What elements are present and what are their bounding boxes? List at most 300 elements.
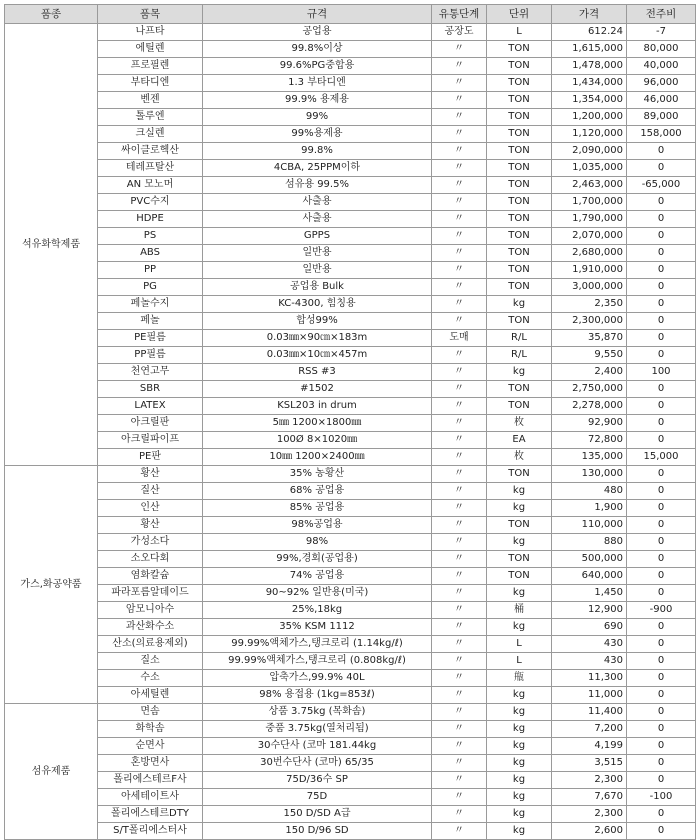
unit-cell: TON (487, 160, 552, 177)
spec-cell: 99%용제용 (203, 126, 432, 143)
distribution-stage-cell: 〃 (432, 755, 487, 772)
table-row (5, 92, 696, 109)
week-change-cell: 0 (627, 653, 696, 670)
unit-cell: kg (487, 789, 552, 806)
unit-cell: TON (487, 41, 552, 58)
distribution-stage-cell: 〃 (432, 823, 487, 840)
unit-cell: TON (487, 92, 552, 109)
distribution-stage-cell: 〃 (432, 228, 487, 245)
distribution-stage-cell: 〃 (432, 92, 487, 109)
header-unit: 단위 (487, 5, 552, 24)
spec-cell: 99.8% (203, 143, 432, 160)
price-cell: 500,000 (552, 551, 627, 568)
distribution-stage-cell: 〃 (432, 619, 487, 636)
table-row (5, 432, 696, 449)
product-cell: 가성소다 (98, 534, 203, 551)
table-row (5, 415, 696, 432)
distribution-stage-cell: 〃 (432, 347, 487, 364)
unit-cell: TON (487, 177, 552, 194)
distribution-stage-cell: 〃 (432, 653, 487, 670)
product-cell: PG (98, 279, 203, 296)
spec-cell: KC-4300, 힘칭용 (203, 296, 432, 313)
spec-cell: 99.99%액체가스,탱크로리 (0.808kg/ℓ) (203, 653, 432, 670)
spec-cell: 75D/36수 SP (203, 772, 432, 789)
unit-cell: TON (487, 109, 552, 126)
unit-cell: kg (487, 534, 552, 551)
table-row (5, 75, 696, 92)
distribution-stage-cell: 〃 (432, 704, 487, 721)
product-cell: 나프타 (98, 24, 203, 41)
spec-cell: 30번수단사 (코마) 65/35 (203, 755, 432, 772)
product-cell: 파라포름알데이드 (98, 585, 203, 602)
spec-cell: 90~92% 일반용(미국) (203, 585, 432, 602)
table-row (5, 687, 696, 704)
spec-cell: 99.6%PG중합용 (203, 58, 432, 75)
week-change-cell: 0 (627, 704, 696, 721)
price-cell: 135,000 (552, 449, 627, 466)
table-row (5, 245, 696, 262)
product-cell: 페놀수지 (98, 296, 203, 313)
week-change-cell: 0 (627, 296, 696, 313)
header-spec: 규격 (203, 5, 432, 24)
product-cell: PVC수지 (98, 194, 203, 211)
distribution-stage-cell: 〃 (432, 160, 487, 177)
distribution-stage-cell: 〃 (432, 500, 487, 517)
table-row (5, 704, 696, 721)
unit-cell: kg (487, 823, 552, 840)
price-cell: 4,199 (552, 738, 627, 755)
spec-cell: 공업용 Bulk (203, 279, 432, 296)
week-change-cell: 0 (627, 245, 696, 262)
spec-cell: 100Ø 8×1020㎜ (203, 432, 432, 449)
product-cell: 톨루엔 (98, 109, 203, 126)
unit-cell: L (487, 24, 552, 41)
price-cell: 640,000 (552, 568, 627, 585)
table-row (5, 721, 696, 738)
unit-cell: kg (487, 500, 552, 517)
distribution-stage-cell: 〃 (432, 636, 487, 653)
distribution-stage-cell: 〃 (432, 415, 487, 432)
product-cell: S/T폴리에스터사 (98, 823, 203, 840)
product-cell: 페놀 (98, 313, 203, 330)
distribution-stage-cell: 〃 (432, 568, 487, 585)
table-row (5, 789, 696, 806)
spec-cell: 35% 농황산 (203, 466, 432, 483)
unit-cell: kg (487, 483, 552, 500)
week-change-cell: 0 (627, 194, 696, 211)
price-cell: 430 (552, 636, 627, 653)
price-cell: 1,120,000 (552, 126, 627, 143)
table-row (5, 517, 696, 534)
product-cell: LATEX (98, 398, 203, 415)
table-row (5, 500, 696, 517)
price-cell: 690 (552, 619, 627, 636)
spec-cell: 68% 공업용 (203, 483, 432, 500)
unit-cell: TON (487, 194, 552, 211)
price-cell: 1,035,000 (552, 160, 627, 177)
spec-cell: 98% 용접용 (1kg=853ℓ) (203, 687, 432, 704)
product-cell: 폴리에스테르F사 (98, 772, 203, 789)
week-change-cell: 0 (627, 279, 696, 296)
unit-cell: kg (487, 806, 552, 823)
category-cell: 석유화학제품 (5, 24, 98, 466)
unit-cell: kg (487, 296, 552, 313)
product-cell: 산소(의료용제외) (98, 636, 203, 653)
distribution-stage-cell: 〃 (432, 109, 487, 126)
unit-cell: TON (487, 279, 552, 296)
table-row (5, 551, 696, 568)
unit-cell: R/L (487, 330, 552, 347)
spec-cell: 98%공업용 (203, 517, 432, 534)
price-cell: 2,300 (552, 806, 627, 823)
spec-cell: 섬유용 99.5% (203, 177, 432, 194)
distribution-stage-cell: 〃 (432, 687, 487, 704)
table-row (5, 636, 696, 653)
spec-cell: 중품 3.75kg(열처리됨) (203, 721, 432, 738)
spec-cell: 30수단사 (코마 181.44kg (203, 738, 432, 755)
distribution-stage-cell: 〃 (432, 806, 487, 823)
week-change-cell: 158,000 (627, 126, 696, 143)
spec-cell: 압축가스,99.9% 40L (203, 670, 432, 687)
distribution-stage-cell: 〃 (432, 449, 487, 466)
table-row (5, 143, 696, 160)
product-cell: HDPE (98, 211, 203, 228)
header-category: 품종 (5, 5, 98, 24)
unit-cell: 桶 (487, 602, 552, 619)
unit-cell: kg (487, 755, 552, 772)
price-cell: 9,550 (552, 347, 627, 364)
distribution-stage-cell: 〃 (432, 211, 487, 228)
unit-cell: TON (487, 126, 552, 143)
week-change-cell: 100 (627, 364, 696, 381)
price-cell: 1,900 (552, 500, 627, 517)
price-cell: 1,700,000 (552, 194, 627, 211)
header-product: 품목 (98, 5, 203, 24)
product-cell: 천연고무 (98, 364, 203, 381)
week-change-cell: 0 (627, 772, 696, 789)
distribution-stage-cell: 〃 (432, 466, 487, 483)
product-cell: 황산 (98, 517, 203, 534)
distribution-stage-cell: 〃 (432, 534, 487, 551)
price-cell: 7,670 (552, 789, 627, 806)
table-row (5, 109, 696, 126)
distribution-stage-cell: 〃 (432, 483, 487, 500)
spec-cell: 99% (203, 109, 432, 126)
table-row (5, 41, 696, 58)
product-cell: 순면사 (98, 738, 203, 755)
product-cell: PS (98, 228, 203, 245)
price-cell: 1,790,000 (552, 211, 627, 228)
distribution-stage-cell: 〃 (432, 177, 487, 194)
week-change-cell: 0 (627, 670, 696, 687)
distribution-stage-cell: 〃 (432, 262, 487, 279)
week-change-cell: 89,000 (627, 109, 696, 126)
product-cell: 벤젠 (98, 92, 203, 109)
table-row (5, 364, 696, 381)
price-cell: 2,750,000 (552, 381, 627, 398)
product-cell: 인산 (98, 500, 203, 517)
week-change-cell: 0 (627, 585, 696, 602)
product-cell: 암모니아수 (98, 602, 203, 619)
price-table (4, 4, 696, 840)
table-header (5, 5, 696, 24)
spec-cell: 일반용 (203, 262, 432, 279)
category-cell: 가스,화공약품 (5, 466, 98, 704)
price-cell: 1,434,000 (552, 75, 627, 92)
unit-cell: TON (487, 517, 552, 534)
header-distribution-stage: 유통단계 (432, 5, 487, 24)
unit-cell: 枚 (487, 415, 552, 432)
table-row (5, 330, 696, 347)
unit-cell: TON (487, 466, 552, 483)
spec-cell: 1.3 부타디엔 (203, 75, 432, 92)
week-change-cell: 0 (627, 619, 696, 636)
table-row (5, 534, 696, 551)
week-change-cell: 0 (627, 143, 696, 160)
price-cell: 880 (552, 534, 627, 551)
price-cell: 2,600 (552, 823, 627, 840)
unit-cell: 甁 (487, 670, 552, 687)
product-cell: PP (98, 262, 203, 279)
table-row (5, 313, 696, 330)
header-row (5, 5, 696, 24)
product-cell: 싸이클로헥산 (98, 143, 203, 160)
product-cell: 화학솜 (98, 721, 203, 738)
spec-cell: 일반용 (203, 245, 432, 262)
week-change-cell: 0 (627, 432, 696, 449)
table-row (5, 483, 696, 500)
product-cell: PE필름 (98, 330, 203, 347)
week-change-cell: 0 (627, 517, 696, 534)
distribution-stage-cell: 〃 (432, 721, 487, 738)
table-row (5, 653, 696, 670)
distribution-stage-cell: 〃 (432, 381, 487, 398)
spec-cell: 99.9% 용제용 (203, 92, 432, 109)
distribution-stage-cell: 〃 (432, 296, 487, 313)
week-change-cell: -100 (627, 789, 696, 806)
spec-cell: #1502 (203, 381, 432, 398)
unit-cell: L (487, 636, 552, 653)
week-change-cell: 40,000 (627, 58, 696, 75)
price-cell: 3,515 (552, 755, 627, 772)
price-cell: 2,300,000 (552, 313, 627, 330)
unit-cell: TON (487, 381, 552, 398)
product-cell: 테레프탈산 (98, 160, 203, 177)
table-row (5, 449, 696, 466)
spec-cell: 0.03㎜×90㎝×183m (203, 330, 432, 347)
table-row (5, 772, 696, 789)
week-change-cell: 0 (627, 262, 696, 279)
week-change-cell: 0 (627, 534, 696, 551)
unit-cell: TON (487, 313, 552, 330)
table-row (5, 126, 696, 143)
table-row (5, 194, 696, 211)
price-cell: 1,200,000 (552, 109, 627, 126)
unit-cell: R/L (487, 347, 552, 364)
week-change-cell: 46,000 (627, 92, 696, 109)
spec-cell: 합성99% (203, 313, 432, 330)
week-change-cell: -900 (627, 602, 696, 619)
table-row (5, 823, 696, 840)
week-change-cell: 0 (627, 211, 696, 228)
spec-cell: 10㎜ 1200×2400㎜ (203, 449, 432, 466)
spec-cell: 사출용 (203, 211, 432, 228)
distribution-stage-cell: 〃 (432, 194, 487, 211)
distribution-stage-cell: 〃 (432, 75, 487, 92)
week-change-cell: 0 (627, 313, 696, 330)
week-change-cell: 0 (627, 160, 696, 177)
price-cell: 2,090,000 (552, 143, 627, 160)
price-cell: 2,350 (552, 296, 627, 313)
table-row (5, 296, 696, 313)
table-row (5, 381, 696, 398)
week-change-cell: 0 (627, 721, 696, 738)
product-cell: 프로필렌 (98, 58, 203, 75)
spec-cell: 150 D/96 SD (203, 823, 432, 840)
price-cell: 2,070,000 (552, 228, 627, 245)
table-body (5, 24, 696, 840)
week-change-cell: 0 (627, 381, 696, 398)
distribution-stage-cell: 〃 (432, 398, 487, 415)
unit-cell: EA (487, 432, 552, 449)
distribution-stage-cell: 〃 (432, 585, 487, 602)
price-cell: 92,900 (552, 415, 627, 432)
week-change-cell: 0 (627, 500, 696, 517)
table-row (5, 806, 696, 823)
distribution-stage-cell: 공장도 (432, 24, 487, 41)
price-cell: 130,000 (552, 466, 627, 483)
price-cell: 12,900 (552, 602, 627, 619)
unit-cell: kg (487, 738, 552, 755)
product-cell: 크실렌 (98, 126, 203, 143)
distribution-stage-cell: 〃 (432, 517, 487, 534)
price-cell: 11,300 (552, 670, 627, 687)
spec-cell: KSL203 in drum (203, 398, 432, 415)
unit-cell: TON (487, 211, 552, 228)
product-cell: 아세틸렌 (98, 687, 203, 704)
distribution-stage-cell: 〃 (432, 41, 487, 58)
week-change-cell: 96,000 (627, 75, 696, 92)
product-cell: 질소 (98, 653, 203, 670)
product-cell: 혼방면사 (98, 755, 203, 772)
distribution-stage-cell: 〃 (432, 313, 487, 330)
week-change-cell: 0 (627, 330, 696, 347)
price-cell: 612.24 (552, 24, 627, 41)
unit-cell: kg (487, 772, 552, 789)
price-cell: 110,000 (552, 517, 627, 534)
product-cell: 아크릴파이프 (98, 432, 203, 449)
table-row (5, 279, 696, 296)
unit-cell: kg (487, 619, 552, 636)
price-cell: 1,910,000 (552, 262, 627, 279)
week-change-cell: 0 (627, 551, 696, 568)
week-change-cell: 0 (627, 738, 696, 755)
unit-cell: kg (487, 364, 552, 381)
spec-cell: 99%,경회(공업용) (203, 551, 432, 568)
distribution-stage-cell: 〃 (432, 432, 487, 449)
week-change-cell: 80,000 (627, 41, 696, 58)
product-cell: 폴리에스테르DTY (98, 806, 203, 823)
price-cell: 3,000,000 (552, 279, 627, 296)
product-cell: PP필름 (98, 347, 203, 364)
price-cell: 11,400 (552, 704, 627, 721)
spec-cell: 99.8%이상 (203, 41, 432, 58)
spec-cell: 99.99%액체가스,탱크로리 (1.14kg/ℓ) (203, 636, 432, 653)
distribution-stage-cell: 〃 (432, 58, 487, 75)
week-change-cell: 0 (627, 347, 696, 364)
header-price: 가격 (552, 5, 627, 24)
category-cell: 섬유제품 (5, 704, 98, 840)
distribution-stage-cell: 〃 (432, 738, 487, 755)
table-row (5, 585, 696, 602)
price-cell: 7,200 (552, 721, 627, 738)
spec-cell: 74% 공업용 (203, 568, 432, 585)
week-change-cell: -65,000 (627, 177, 696, 194)
price-cell: 11,000 (552, 687, 627, 704)
unit-cell: TON (487, 58, 552, 75)
spec-cell: 4CBA, 25PPM이하 (203, 160, 432, 177)
price-cell: 72,800 (552, 432, 627, 449)
unit-cell: TON (487, 568, 552, 585)
price-cell: 2,278,000 (552, 398, 627, 415)
distribution-stage-cell: 도매 (432, 330, 487, 347)
product-cell: AN 모노머 (98, 177, 203, 194)
price-cell: 1,354,000 (552, 92, 627, 109)
table-row (5, 228, 696, 245)
table-row (5, 568, 696, 585)
spec-cell: 사출용 (203, 194, 432, 211)
table-row (5, 160, 696, 177)
table-row (5, 24, 696, 41)
price-cell: 2,680,000 (552, 245, 627, 262)
product-cell: 과산화수소 (98, 619, 203, 636)
unit-cell: TON (487, 228, 552, 245)
table-row (5, 177, 696, 194)
header-week-change: 전주비 (627, 5, 696, 24)
spec-cell: 5㎜ 1200×1800㎜ (203, 415, 432, 432)
distribution-stage-cell: 〃 (432, 772, 487, 789)
unit-cell: TON (487, 398, 552, 415)
distribution-stage-cell: 〃 (432, 364, 487, 381)
distribution-stage-cell: 〃 (432, 245, 487, 262)
table-row (5, 670, 696, 687)
week-change-cell: 0 (627, 466, 696, 483)
price-cell: 430 (552, 653, 627, 670)
week-change-cell: 0 (627, 806, 696, 823)
price-cell: 2,300 (552, 772, 627, 789)
week-change-cell: 0 (627, 415, 696, 432)
distribution-stage-cell: 〃 (432, 143, 487, 160)
week-change-cell: 15,000 (627, 449, 696, 466)
unit-cell: TON (487, 551, 552, 568)
product-cell: 수소 (98, 670, 203, 687)
spec-cell: RSS #3 (203, 364, 432, 381)
week-change-cell: 0 (627, 687, 696, 704)
distribution-stage-cell: 〃 (432, 551, 487, 568)
table-row (5, 347, 696, 364)
week-change-cell: 0 (627, 398, 696, 415)
product-cell: 염화칼슘 (98, 568, 203, 585)
product-cell: PE판 (98, 449, 203, 466)
distribution-stage-cell: 〃 (432, 789, 487, 806)
week-change-cell: 0 (627, 755, 696, 772)
table-row (5, 466, 696, 483)
table-row (5, 619, 696, 636)
table-row (5, 58, 696, 75)
spec-cell: 85% 공업용 (203, 500, 432, 517)
price-cell: 1,615,000 (552, 41, 627, 58)
unit-cell: kg (487, 687, 552, 704)
